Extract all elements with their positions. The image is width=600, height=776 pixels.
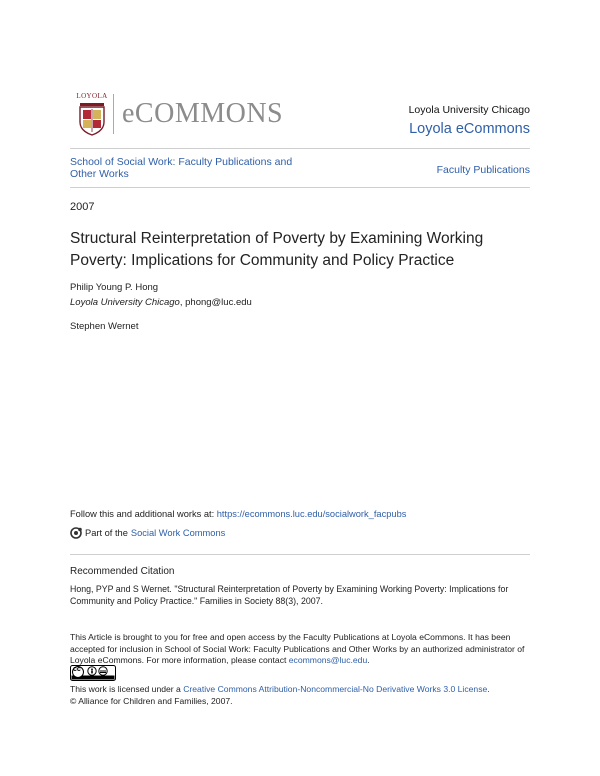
loyola-shield-icon — [72, 100, 112, 136]
divider-collection — [70, 187, 530, 188]
network-icon — [70, 527, 82, 539]
faculty-publications-link[interactable]: Faculty Publications — [436, 164, 530, 176]
author-affiliation — [70, 297, 252, 308]
follow-prefix: Follow this and additional works at: — [70, 509, 217, 519]
follow-url-link[interactable]: https://ecommons.luc.edu/socialwork_facpubs — [216, 509, 407, 519]
repository-link[interactable]: Loyola eCommons — [409, 121, 530, 137]
recommended-citation-heading: Recommended Citation — [70, 566, 175, 577]
license-notice — [70, 684, 540, 707]
divider-top — [70, 148, 530, 149]
logo-text: LOYOLA — [76, 92, 108, 100]
license-link[interactable]: Creative Commons Attribution-Noncommercial-No Derivative Works 3.0 License — [183, 684, 488, 694]
ecommons-wordmark[interactable]: eCOMMONS — [122, 98, 284, 129]
contact-email-link[interactable]: ecommons@luc.edu — [288, 655, 368, 666]
part-of-line — [70, 527, 225, 539]
license-end: . — [487, 684, 490, 694]
citation-text: Hong, PYP and S Wernet. "Structural Reinterpretation of Poverty by Examining Working Poverty: Implications for Community and Policy Practice." Families in Society 88(3), 2007. — [70, 584, 509, 606]
publication-year: 2007 — [70, 201, 95, 213]
document-title: Structural Reinterpretation of Poverty by Examining Working Poverty: Implications for Community and Policy Practice — [70, 230, 484, 269]
affiliation-name: Loyola University Chicago — [70, 297, 180, 308]
author-email: , phong@luc.edu — [179, 297, 252, 308]
follow-line — [70, 509, 406, 519]
copyright-text: © Alliance for Children and Families, 2007. — [70, 695, 233, 706]
license-prefix: This work is licensed under a — [70, 684, 184, 694]
university-name: Loyola University Chicago — [408, 104, 530, 116]
divider-citation — [70, 554, 530, 555]
department-link[interactable]: School of Social Work: Faculty Publications and Other Works — [70, 156, 293, 180]
part-of-prefix: Part of the — [85, 528, 128, 538]
author-name-2: Stephen Wernet — [70, 321, 139, 332]
article-notice — [70, 632, 540, 667]
article-notice-text: This Article is brought to you for free and open access by the Faculty Publications at Loyola eCommons. It has been accepted for inclusion in School of Social Work: Faculty Publications and Other Works by an authorized administrator of Loyola eCommons. For more information, please contact — [70, 632, 525, 666]
article-notice-end: . — [367, 655, 370, 666]
author-name: Philip Young P. Hong — [70, 282, 159, 293]
loyola-logo[interactable] — [72, 92, 112, 138]
cc-license-badge[interactable] — [70, 665, 116, 686]
social-work-commons-link[interactable]: Social Work Commons — [130, 528, 226, 538]
cc-badge-label: cc — [73, 666, 81, 673]
header-divider — [113, 94, 114, 134]
